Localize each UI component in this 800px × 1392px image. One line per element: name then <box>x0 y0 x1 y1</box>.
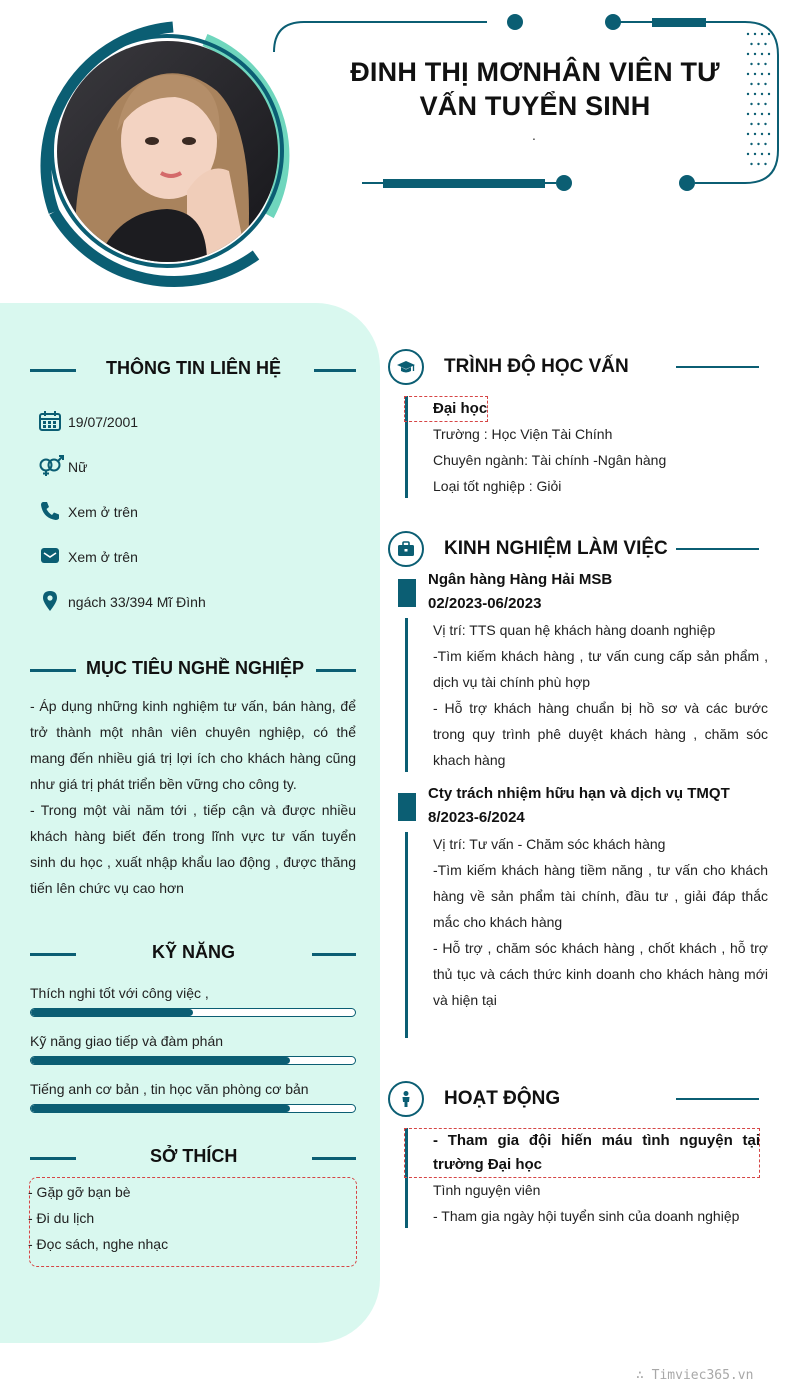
objective-heading: MỤC TIÊU NGHỀ NGHIỆP <box>30 658 356 682</box>
frame-bottom-bar <box>383 179 545 188</box>
skill-bar-2 <box>30 1056 356 1065</box>
avatar <box>57 41 278 262</box>
watermark: ∴ Timviec365.vn <box>636 1368 754 1383</box>
major-text: Chuyên ngành: Tài chính -Ngân hàng <box>433 452 667 468</box>
objective-paragraph-2: - Trong một vài năm tới , tiếp cận và được nhiều khách hàng biết đến trong lĩnh vực tư vấn tuyển sinh du học , xuất nhập khẩu lao động , được thăng tiến lên chức vụ cao hơn <box>30 802 356 896</box>
education-icon-circle <box>388 349 424 385</box>
job-1-company: Ngân hàng Hàng Hải MSB <box>428 571 613 588</box>
job-1-marker <box>398 579 416 607</box>
job-1-timeline <box>405 618 408 772</box>
birthday-text: 19/07/2001 <box>68 414 139 430</box>
graduation-cap-icon <box>397 358 415 376</box>
activity-role: Tình nguyện viên <box>433 1182 541 1198</box>
hobby-item: - Đọc sách, nghe nhạc <box>28 1236 169 1252</box>
email-text: Xem ở trên <box>68 549 138 565</box>
activity-title: - Tham gia đội hiến máu tình nguyện tại trường Đại học <box>433 1132 760 1173</box>
experience-icon-circle <box>388 531 424 567</box>
address-text: ngách 33/394 Mĩ Đình <box>68 594 206 610</box>
activities-icon-circle <box>388 1081 424 1117</box>
job-2-timeline <box>405 832 408 1038</box>
frame-dot-3 <box>679 175 695 191</box>
frame-top-bar <box>652 18 706 27</box>
contact-heading: THÔNG TIN LIÊN HỆ <box>30 358 356 382</box>
job-1-desc-2: - Hỗ trợ khách hàng chuẩn bị hồ sơ và các bước trong quy trình phê duyệt khách hàng , chăm sóc khach hàng <box>433 700 768 768</box>
job-2-desc-2: - Hỗ trợ , chăm sóc khách hàng , chốt khách , hỗ trợ thủ tục và cách thức kinh doanh cho khách hàng mới và hiện tại <box>433 940 768 1008</box>
job-2-marker <box>398 793 416 821</box>
job-2-period: 8/2023-6/2024 <box>428 809 525 826</box>
calendar-icon <box>38 410 62 432</box>
frame-dot-1 <box>507 14 523 30</box>
skill-bar-3 <box>30 1104 356 1113</box>
job-2-company: Cty trách nhiệm hữu hạn và dịch vụ TMQT <box>428 785 730 802</box>
job-1-desc-1: -Tìm kiếm khách hàng , tư vấn cung cấp sản phẩm , dịch vụ tài chính phù hợp <box>433 648 768 690</box>
education-heading-line <box>676 366 759 368</box>
skill-fill-3 <box>31 1105 290 1112</box>
hobbies-box <box>29 1177 357 1267</box>
skill-fill-1 <box>31 1009 193 1016</box>
job-1-period: 02/2023-06/2023 <box>428 595 542 612</box>
gender-text: Nữ <box>68 459 88 475</box>
hobby-item: - Đi du lịch <box>28 1210 95 1226</box>
frame-dot-4 <box>556 175 572 191</box>
skill-label-2: Kỹ năng giao tiếp và đàm phán <box>30 1033 224 1049</box>
name-title: ĐINH THỊ MƠNHÂN VIÊN TƯ VẤN TUYỂN SINH <box>350 57 720 121</box>
skill-label-1: Thích nghi tốt với công việc , <box>30 985 209 1001</box>
experience-heading-line <box>676 548 759 550</box>
objective-paragraph-1: - Áp dụng những kinh nghiệm tư vấn, bán hàng, để trở thành một nhân viên chuyên nghiệp, có thể mang đến nhiều giá trị lợi ích cho khách hàng cũng như giá trị phát triển bền vững cho công ty. <box>30 698 356 792</box>
skills-heading: KỸ NĂNG <box>30 942 356 966</box>
phone-icon <box>38 500 62 522</box>
skill-label-3: Tiếng anh cơ bản , tin học văn phòng cơ bản <box>30 1081 309 1097</box>
title-dot: . <box>532 127 536 143</box>
email-icon <box>38 545 62 567</box>
degree-text: Đại học <box>433 400 488 417</box>
activities-heading: HOẠT ĐỘNG <box>444 1088 561 1109</box>
person-icon <box>397 1090 415 1108</box>
location-pin-icon <box>38 590 62 612</box>
activity-desc: - Tham gia ngày hội tuyển sinh của doanh nghiệp <box>433 1208 740 1224</box>
experience-heading: KINH NGHIỆM LÀM VIỆC <box>444 538 668 559</box>
activities-heading-line <box>676 1098 759 1100</box>
frame-top-left <box>274 22 487 52</box>
skill-fill-2 <box>31 1057 290 1064</box>
school-text: Trường : Học Viện Tài Chính <box>433 426 613 442</box>
gender-icon <box>38 455 66 477</box>
hobbies-heading: SỞ THÍCH <box>30 1146 356 1170</box>
frame-dot-2 <box>605 14 621 30</box>
job-2-desc-1: -Tìm kiếm khách hàng tiềm năng , tư vấn cho khách hàng về sản phẩm tài chính, đầu tư , giải đáp thắc mắc cho khách hàng <box>433 862 768 930</box>
dot-pattern <box>747 33 770 165</box>
hobby-item: - Gặp gỡ bạn bè <box>28 1184 131 1200</box>
grade-text: Loại tốt nghiệp : Giỏi <box>433 478 562 494</box>
skill-bar-1 <box>30 1008 356 1017</box>
education-heading: TRÌNH ĐỘ HỌC VẤN <box>444 356 629 377</box>
phone-text: Xem ở trên <box>68 504 138 520</box>
briefcase-icon <box>397 540 415 558</box>
job-2-role: Vị trí: Tư vấn - Chăm sóc khách hàng <box>433 836 666 852</box>
job-1-role: Vị trí: TTS quan hệ khách hàng doanh nghiệp <box>433 622 716 638</box>
